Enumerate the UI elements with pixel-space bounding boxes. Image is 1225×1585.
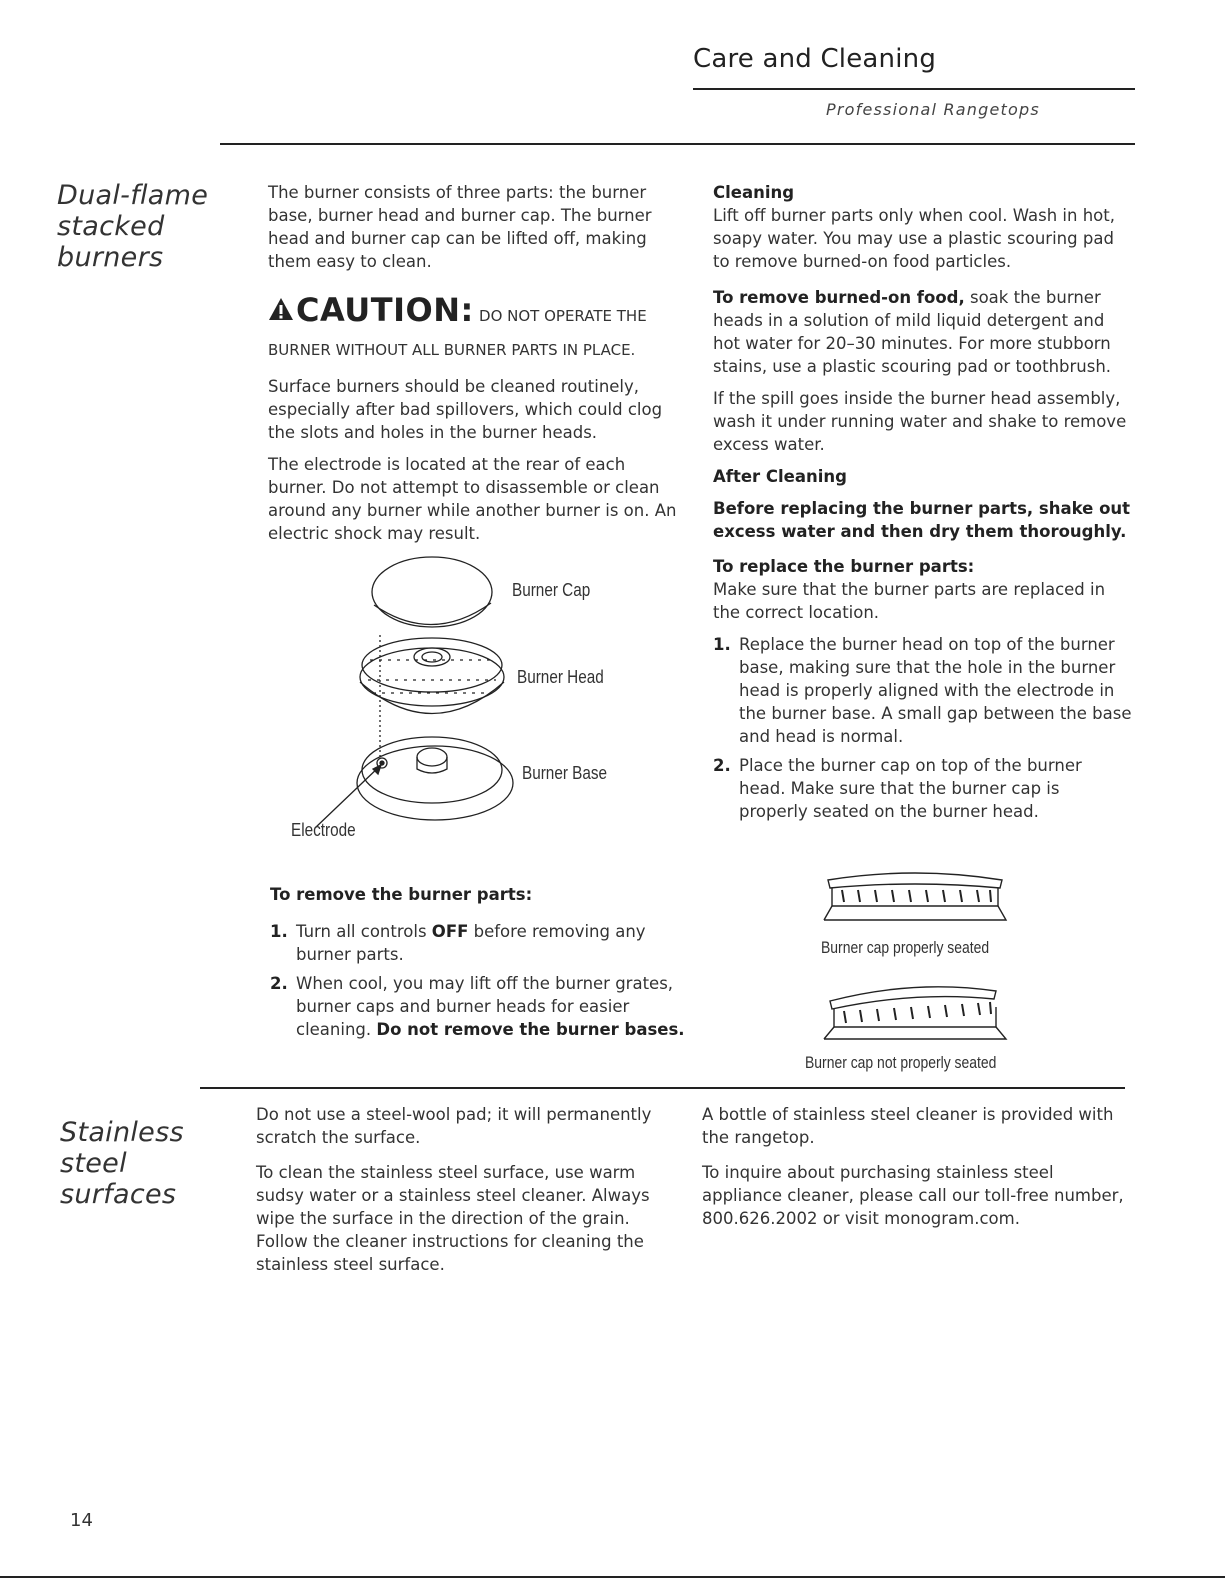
cap-seated-caption: Burner cap properly seated <box>821 938 990 957</box>
cap-seated-diagram <box>820 868 1010 928</box>
list-item: 1. Replace the burner head on top of the burner base, making sure that the hole in the burner head is properly aligned with the electrode in the burner base. A small gap between the base and head is normal. <box>713 635 1132 746</box>
cleaner-provided-text: A bottle of stainless steel cleaner is provided with the rangetop. <box>702 1105 1114 1147</box>
burner-cap-label: Burner Cap <box>512 580 591 600</box>
caution-text: DO NOT OPERATE THE BURNER WITHOUT ALL BURNER PARTS IN PLACE. <box>268 307 647 359</box>
list-item: 2. When cool, you may lift off the burner grates, burner caps and burner heads for easier cleaning. Do not remove the burner bases. <box>270 974 685 1039</box>
burner-base-drawing <box>357 737 513 820</box>
list-item: 1. Turn all controls OFF before removing any burner parts. <box>270 922 646 964</box>
cap-not-seated-diagram <box>820 985 1010 1045</box>
bottom-edge-rule <box>0 1576 1225 1578</box>
spill-text: If the spill goes inside the burner head assembly, wash it under running water and shake to remove excess water. <box>713 389 1127 454</box>
burners-left-column <box>268 181 678 554</box>
stainless-clean-text: To clean the stainless steel surface, use warm sudsy water or a stainless steel cleaner. Always wipe the surface in the direction of the grain. Follow the cleaner instructions for cleaning the stainless steel surface. <box>256 1163 650 1274</box>
section-divider <box>200 1087 1125 1089</box>
after-cleaning-heading: After Cleaning <box>713 467 847 486</box>
warning-triangle-icon <box>268 297 294 321</box>
electrode-warning-text: The electrode is located at the rear of each burner. Do not attempt to disassemble or clean around any burner while another burner is on. An electric shock may result. <box>268 455 677 543</box>
stainless-side-title: Stainless steel surfaces <box>60 1117 184 1210</box>
stainless-right-column <box>702 1103 1132 1239</box>
burner-base-label: Burner Base <box>522 763 608 783</box>
burner-cap-drawing <box>372 557 492 627</box>
cap-not-seated-caption: Burner cap not properly seated <box>805 1053 997 1072</box>
electrode-label: Electrode <box>291 820 356 840</box>
burner-intro: The burner consists of three parts: the burner base, burner head and burner cap. The burner head and burner cap can be lifted off, making them easy to clean. <box>268 183 652 271</box>
cleaning-text: Lift off burner parts only when cool. Wash in hot, soapy water. You may use a plastic scouring pad to remove burned-on food particles. <box>713 206 1115 271</box>
dry-parts-note: Before replacing the burner parts, shake out excess water and then dry them thoroughly. <box>713 499 1131 541</box>
burner-head-label: Burner Head <box>517 667 604 687</box>
section-title: Care and Cleaning <box>693 44 937 74</box>
top-divider <box>220 143 1135 145</box>
burned-on-food-text: To remove burned-on food, soak the burner heads in a solution of mild liquid detergent and hot water for 20–30 minutes. For more stubborn stains, use a plastic scouring pad or toothbrush. <box>713 288 1112 376</box>
cleaning-heading: Cleaning <box>713 183 795 202</box>
purchase-cleaner-text: To inquire about purchasing stainless steel appliance cleaner, please call our toll-free number, 800.626.2002 or visit monogram.com. <box>702 1163 1124 1228</box>
burners-side-title: Dual-flame stacked burners <box>57 180 209 273</box>
stainless-left-column <box>256 1103 676 1285</box>
header-rule <box>693 88 1135 90</box>
burner-head-drawing <box>360 638 504 714</box>
remove-parts-section <box>270 883 688 1047</box>
replace-parts-text: Make sure that the burner parts are replaced in the correct location. <box>713 580 1106 622</box>
caution-label: CAUTION: <box>296 291 474 329</box>
replace-parts-heading: To replace the burner parts: <box>713 557 975 576</box>
routine-cleaning-text: Surface burners should be cleaned routinely, especially after bad spillovers, which could clog the slots and holes in the burner heads. <box>268 377 663 442</box>
remove-parts-heading: To remove the burner parts: <box>270 885 533 904</box>
burners-right-column <box>713 181 1133 829</box>
page-number: 14 <box>70 1510 93 1531</box>
section-subtitle: Professional Rangetops <box>826 100 1040 119</box>
burner-exploded-diagram <box>275 545 515 845</box>
caution-block <box>268 293 678 367</box>
list-item: 2. Place the burner cap on top of the burner head. Make sure that the burner cap is properly seated on the burner head. <box>713 756 1082 821</box>
steel-wool-warning: Do not use a steel-wool pad; it will permanently scratch the surface. <box>256 1105 652 1147</box>
